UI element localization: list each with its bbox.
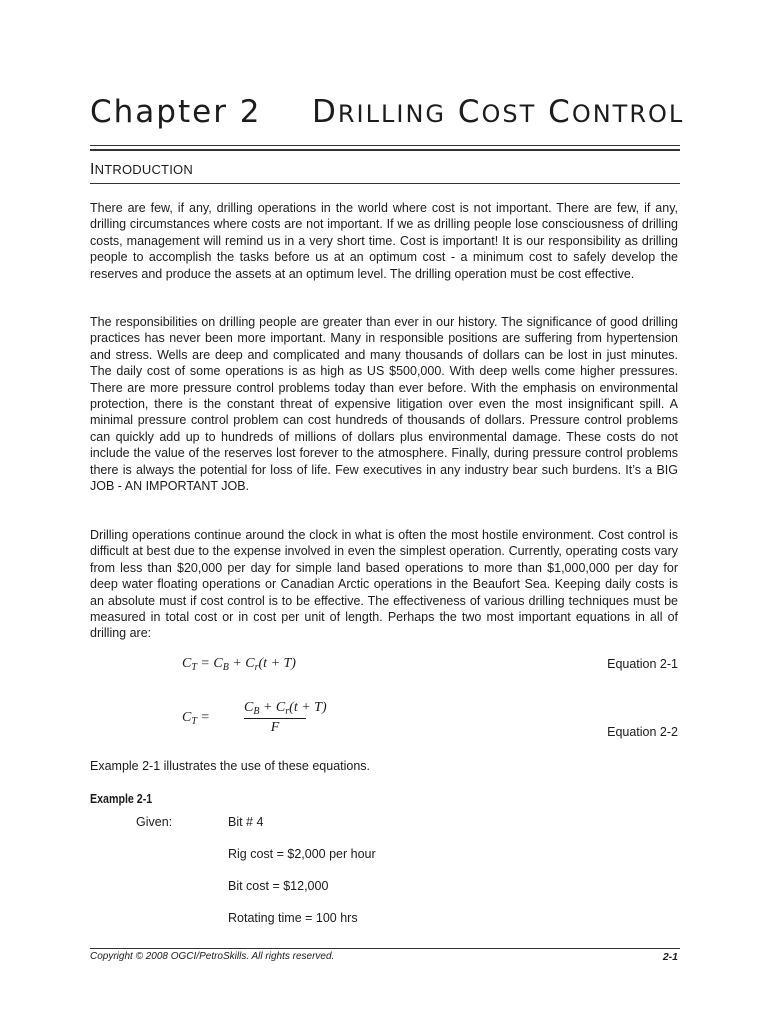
given-item-bit: Bit # 4 [228,815,264,829]
paragraph-intro: There are few, if any, drilling operations in the world where cost is not important. There are few, if any, drilling circumstances where costs are not important. If we as drilling people lose consciousness of drilling costs, management will remind us in a very short time. Cost is important! It is our responsibility as drilling people to accomplish the tasks before us at an optimum cost - a minimum cost to safely develop the reserves and produce the assets at an optimum level. The drilling operation must be cost effective. [90,201,678,281]
equation-2-2-label: Equation 2-2 [607,725,678,739]
given-item-rotating-time: Rotating time = 100 hrs [228,911,358,925]
chapter-number: Chapter 2 [90,94,262,130]
given-item-rig-cost: Rig cost = $2,000 per hour [228,847,376,861]
given-item-bit-cost: Bit cost = $12,000 [228,879,329,893]
paragraph-responsibilities: The responsibilities on drilling people are greater than ever in our history. The significance of good drilling practices has never been more important. Many in responsible positions are suffering from hypertension and stress. Wells are deep and complicated and many thousands of dollars can be lost in just minutes. The daily cost of some operations is as high as US $500,000. With deep wells come higher pressures. There are more pressure control problems today than ever before. With the emphasis on environmental protection, there is the constant threat of expensive litigation over even the most insignificant spill. A minimal pressure control problem can cost hundreds of thousands of dollars. Pressure control problems can quickly add up to hundreds of millions of dollars plus environmental damage. These costs do not include the value of the reserves lost forever to the atmosphere. Finally, during pressure control problems there is always the potential for loss of life. Few executives in any industry bear such burdens. It’s a BIG JOB - AN IMPORTANT JOB. [90,315,678,494]
equation-2-1-label: Equation 2-1 [607,657,678,671]
paragraph-example-intro: Example 2-1 illustrates the use of these equations. [90,759,371,773]
paragraph-operations: Drilling operations continue around the clock in what is often the most hostile environment. Cost control is difficult at best due to the expense involved in even the simplest operation. Currently, operating costs vary from less than $20,000 per day for simple land based operations to more than $1,000,000 per day for deep water floating operations or Canadian Arctic operations in the Beaufort Sea. Keeping daily costs is an absolute must if cost control is to be effective. The effectiveness of various drilling techniques must be measured in total cost or in cost per unit of length. Perhaps the two most important equations in all of drilling are: [90,528,678,641]
fraction-denominator: F [270,720,280,735]
example-title: Example 2-1 [90,791,153,806]
equation-2-2-lhs: $C_T$ = [182,710,210,727]
given-label: Given: [136,815,173,829]
section-heading: INTRODUCTION [90,161,193,178]
equation-2-2-fraction [244,700,327,736]
title-rule-thin [90,145,680,146]
chapter-title [90,94,685,138]
footer-page-number: 2-1 [662,951,678,963]
section-rule [90,183,680,184]
equation-2-1: $C_T = C_B + C_r(t + T)$ [182,656,296,673]
footer-copyright: Copyright © 2008 OGCI/PetroSkills. All rights reserved. [90,951,335,962]
footer-rule [90,948,680,949]
title-rule-thick [90,149,680,151]
fraction-numerator: $C_B + C_r(t + T)$ [244,700,327,717]
chapter-name: DRILLING COST CONTROL [312,94,685,130]
